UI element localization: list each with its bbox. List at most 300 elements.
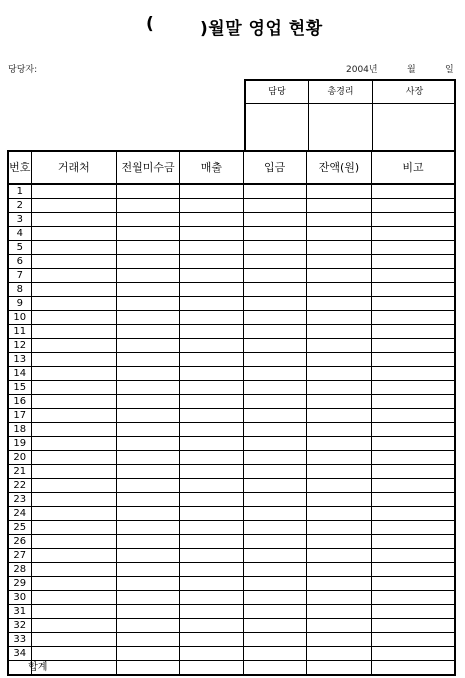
table-row [8, 507, 455, 521]
table-row [8, 591, 455, 605]
table-cell[interactable] [372, 437, 455, 451]
table-cell[interactable] [116, 605, 179, 619]
row-number: 6 [8, 255, 31, 269]
approval-box [244, 79, 456, 151]
document-title [0, 14, 465, 40]
table-row [8, 283, 455, 297]
table-cell[interactable] [306, 241, 371, 255]
table-cell[interactable] [31, 367, 116, 381]
table-cell[interactable] [372, 213, 455, 227]
table-cell[interactable] [31, 577, 116, 591]
table-cell[interactable] [243, 381, 306, 395]
table-cell[interactable] [116, 619, 179, 633]
table-cell[interactable] [116, 339, 179, 353]
table-cell[interactable] [372, 577, 455, 591]
table-cell[interactable] [31, 591, 116, 605]
table-cell[interactable] [180, 409, 243, 423]
table-cell[interactable] [372, 353, 455, 367]
table-cell[interactable] [116, 297, 179, 311]
row-number: 13 [8, 353, 31, 367]
table-cell[interactable] [372, 549, 455, 563]
table-cell[interactable] [116, 465, 179, 479]
table-cell[interactable] [31, 465, 116, 479]
table-cell[interactable] [31, 423, 116, 437]
table-row [8, 297, 455, 311]
table-cell[interactable] [372, 297, 455, 311]
table-cell[interactable] [180, 325, 243, 339]
table-cell[interactable] [31, 647, 116, 661]
table-cell[interactable] [243, 647, 306, 661]
table-row [8, 605, 455, 619]
table-cell[interactable] [180, 367, 243, 381]
table-cell[interactable] [372, 507, 455, 521]
row-number: 20 [8, 451, 31, 465]
table-cell[interactable] [306, 199, 371, 213]
row-number: 9 [8, 297, 31, 311]
table-cell[interactable] [116, 437, 179, 451]
table-row [8, 521, 455, 535]
table-row [8, 563, 455, 577]
row-number: 27 [8, 549, 31, 563]
table-cell[interactable] [372, 465, 455, 479]
table-cell[interactable] [372, 269, 455, 283]
table-cell[interactable] [243, 255, 306, 269]
table-cell[interactable] [243, 605, 306, 619]
table-cell[interactable] [243, 269, 306, 283]
table-cell[interactable] [372, 409, 455, 423]
table-cell[interactable] [180, 199, 243, 213]
table-cell[interactable] [116, 325, 179, 339]
table-cell[interactable] [243, 199, 306, 213]
total-label-cell [8, 661, 48, 676]
table-cell[interactable] [243, 521, 306, 535]
table-cell[interactable] [116, 647, 179, 661]
table-cell[interactable] [116, 227, 179, 241]
table-cell[interactable] [180, 535, 243, 549]
table-cell[interactable] [31, 549, 116, 563]
column-header: 번호 [8, 151, 31, 184]
row-number: 34 [8, 647, 31, 661]
table-cell[interactable] [306, 549, 371, 563]
table-cell[interactable] [116, 563, 179, 577]
table-cell[interactable] [243, 577, 306, 591]
table-cell[interactable] [306, 227, 371, 241]
row-number: 29 [8, 577, 31, 591]
row-number: 32 [8, 619, 31, 633]
table-cell[interactable] [243, 184, 306, 199]
table-cell[interactable] [31, 199, 116, 213]
table-cell[interactable] [180, 227, 243, 241]
table-cell[interactable] [116, 521, 179, 535]
row-number: 18 [8, 423, 31, 437]
table-cell[interactable] [180, 311, 243, 325]
table-row [8, 213, 455, 227]
table-cell[interactable] [180, 591, 243, 605]
table-cell[interactable] [372, 479, 455, 493]
title-open-paren: ( [146, 14, 154, 34]
table-row [8, 549, 455, 563]
column-header: 입금 [243, 151, 306, 184]
table-cell[interactable] [243, 465, 306, 479]
row-number: 1 [8, 184, 31, 199]
table-cell[interactable] [306, 283, 371, 297]
row-number: 33 [8, 633, 31, 647]
table-cell[interactable] [243, 633, 306, 647]
table-cell[interactable] [180, 241, 243, 255]
table-cell[interactable] [306, 633, 371, 647]
table-cell[interactable] [116, 353, 179, 367]
column-header: 매출 [180, 151, 243, 184]
table-cell[interactable] [306, 451, 371, 465]
table-cell[interactable] [31, 633, 116, 647]
table-row [8, 381, 455, 395]
table-cell[interactable] [306, 269, 371, 283]
table-cell[interactable] [31, 311, 116, 325]
sales-ledger-table [7, 150, 456, 676]
table-cell[interactable] [180, 353, 243, 367]
table-cell[interactable] [243, 479, 306, 493]
table-cell[interactable] [243, 241, 306, 255]
table-cell[interactable] [243, 563, 306, 577]
table-cell[interactable] [31, 605, 116, 619]
table-cell[interactable] [31, 563, 116, 577]
table-cell[interactable] [31, 619, 116, 633]
table-cell[interactable] [116, 199, 179, 213]
table-cell[interactable] [180, 465, 243, 479]
row-number: 15 [8, 381, 31, 395]
table-cell[interactable] [31, 381, 116, 395]
table-cell[interactable] [306, 409, 371, 423]
approval-label: 총경리 [309, 81, 372, 104]
table-cell[interactable] [180, 423, 243, 437]
table-cell[interactable] [31, 269, 116, 283]
table-cell[interactable] [372, 493, 455, 507]
table-row [8, 633, 455, 647]
table-cell[interactable] [243, 535, 306, 549]
table-cell[interactable] [31, 213, 116, 227]
table-cell[interactable] [243, 619, 306, 633]
row-number: 31 [8, 605, 31, 619]
table-cell[interactable] [180, 563, 243, 577]
table-cell[interactable] [306, 311, 371, 325]
column-header: 전월미수금 [116, 151, 179, 184]
table-cell[interactable] [306, 563, 371, 577]
row-number: 4 [8, 227, 31, 241]
table-row [8, 325, 455, 339]
table-cell[interactable] [116, 549, 179, 563]
table-cell[interactable] [306, 381, 371, 395]
table-cell[interactable] [372, 184, 455, 199]
table-cell[interactable] [31, 437, 116, 451]
table-cell[interactable] [372, 395, 455, 409]
row-number: 21 [8, 465, 31, 479]
table-cell[interactable] [243, 353, 306, 367]
table-row [8, 437, 455, 451]
table-cell[interactable] [306, 367, 371, 381]
table-row [8, 367, 455, 381]
row-number: 2 [8, 199, 31, 213]
table-cell[interactable] [180, 255, 243, 269]
table-cell[interactable] [306, 577, 371, 591]
approval-label: 사장 [373, 81, 456, 104]
row-number: 22 [8, 479, 31, 493]
table-row [8, 535, 455, 549]
table-cell[interactable] [372, 521, 455, 535]
table-cell[interactable] [31, 241, 116, 255]
table-cell[interactable] [31, 535, 116, 549]
table-cell[interactable] [372, 255, 455, 269]
row-number: 16 [8, 395, 31, 409]
table-cell[interactable] [180, 507, 243, 521]
table-row [8, 395, 455, 409]
table-cell[interactable] [243, 325, 306, 339]
table-cell[interactable] [180, 339, 243, 353]
table-cell[interactable] [372, 227, 455, 241]
table-cell[interactable] [180, 269, 243, 283]
table-cell[interactable] [180, 283, 243, 297]
row-number: 28 [8, 563, 31, 577]
row-number: 12 [8, 339, 31, 353]
table-cell[interactable] [31, 353, 116, 367]
table-cell[interactable] [180, 647, 243, 661]
table-cell[interactable] [31, 227, 116, 241]
table-cell[interactable] [180, 437, 243, 451]
table-cell[interactable] [306, 493, 371, 507]
table-cell[interactable] [243, 451, 306, 465]
table-cell[interactable] [180, 213, 243, 227]
table-row [8, 619, 455, 633]
row-number: 5 [8, 241, 31, 255]
table-cell[interactable] [116, 367, 179, 381]
table-cell[interactable] [31, 521, 116, 535]
table-cell[interactable] [243, 283, 306, 297]
approval-label: 담당 [246, 81, 308, 104]
table-row [8, 647, 455, 661]
table-cell[interactable] [243, 297, 306, 311]
table-cell[interactable] [243, 339, 306, 353]
column-header: 비고 [372, 151, 455, 184]
table-cell[interactable] [116, 255, 179, 269]
table-cell[interactable] [180, 493, 243, 507]
approval-cell-general-manager[interactable] [308, 81, 372, 151]
table-cell[interactable] [306, 297, 371, 311]
row-number: 17 [8, 409, 31, 423]
row-number: 26 [8, 535, 31, 549]
table-cell[interactable] [372, 423, 455, 437]
table-cell[interactable] [31, 507, 116, 521]
row-number: 30 [8, 591, 31, 605]
table-cell[interactable] [243, 549, 306, 563]
table-cell[interactable] [116, 507, 179, 521]
table-cell[interactable] [116, 633, 179, 647]
table-cell[interactable] [243, 409, 306, 423]
table-cell[interactable] [372, 591, 455, 605]
table-cell[interactable] [180, 577, 243, 591]
table-cell[interactable] [306, 507, 371, 521]
table-cell[interactable] [306, 184, 371, 199]
row-number: 24 [8, 507, 31, 521]
table-cell[interactable] [116, 577, 179, 591]
table-cell[interactable] [372, 283, 455, 297]
table-cell[interactable] [306, 605, 371, 619]
table-row [8, 577, 455, 591]
month-label: 월 [407, 65, 416, 75]
table-cell[interactable] [116, 381, 179, 395]
table-cell[interactable] [243, 213, 306, 227]
table-cell[interactable] [243, 507, 306, 521]
row-number: 23 [8, 493, 31, 507]
table-cell[interactable] [116, 451, 179, 465]
row-number: 7 [8, 269, 31, 283]
table-cell[interactable] [372, 619, 455, 633]
table-cell[interactable] [180, 184, 243, 199]
row-number: 8 [8, 283, 31, 297]
table-cell[interactable] [306, 647, 371, 661]
row-number: 10 [8, 311, 31, 325]
table-cell[interactable] [372, 325, 455, 339]
table-cell[interactable] [306, 353, 371, 367]
table-cell[interactable] [180, 451, 243, 465]
table-cell[interactable] [372, 199, 455, 213]
table-cell[interactable] [116, 493, 179, 507]
total-cell[interactable] [372, 661, 455, 676]
table-cell[interactable] [243, 591, 306, 605]
column-header: 잔액(원) [306, 151, 371, 184]
table-row [8, 409, 455, 423]
table-cell[interactable] [243, 437, 306, 451]
table-cell[interactable] [372, 633, 455, 647]
table-cell[interactable] [31, 184, 116, 199]
table-cell[interactable] [116, 184, 179, 199]
table-row [8, 353, 455, 367]
table-row [8, 493, 455, 507]
table-cell[interactable] [31, 255, 116, 269]
table-cell[interactable] [372, 535, 455, 549]
table-cell[interactable] [243, 367, 306, 381]
table-cell[interactable] [116, 409, 179, 423]
table-cell[interactable] [31, 283, 116, 297]
table-cell[interactable] [306, 591, 371, 605]
total-cell[interactable] [180, 661, 243, 676]
row-number: 3 [8, 213, 31, 227]
table-cell[interactable] [116, 395, 179, 409]
table-cell[interactable] [372, 563, 455, 577]
table-cell[interactable] [180, 549, 243, 563]
table-cell[interactable] [306, 479, 371, 493]
table-row [8, 465, 455, 479]
year-label: 2004년 [346, 65, 378, 75]
table-cell[interactable] [116, 535, 179, 549]
table-cell[interactable] [306, 255, 371, 269]
table-row [8, 311, 455, 325]
table-cell[interactable] [180, 619, 243, 633]
table-cell[interactable] [31, 339, 116, 353]
manager-label: 당당자: [8, 65, 38, 75]
table-cell[interactable] [180, 297, 243, 311]
table-cell[interactable] [116, 269, 179, 283]
table-cell[interactable] [372, 605, 455, 619]
table-cell[interactable] [306, 213, 371, 227]
table-cell[interactable] [116, 241, 179, 255]
table-cell[interactable] [116, 423, 179, 437]
table-row [8, 199, 455, 213]
table-cell[interactable] [243, 227, 306, 241]
table-cell[interactable] [180, 479, 243, 493]
table-cell[interactable] [372, 381, 455, 395]
total-row [8, 661, 455, 676]
table-cell[interactable] [306, 395, 371, 409]
row-number: 11 [8, 325, 31, 339]
approval-cell-president[interactable] [372, 81, 456, 151]
table-row [8, 255, 455, 269]
table-cell[interactable] [306, 437, 371, 451]
table-cell[interactable] [243, 395, 306, 409]
table-cell[interactable] [372, 451, 455, 465]
total-cell[interactable] [116, 661, 179, 676]
table-cell[interactable] [31, 325, 116, 339]
table-cell[interactable] [31, 395, 116, 409]
header-row [8, 151, 455, 184]
table-cell[interactable] [372, 241, 455, 255]
table-row [8, 227, 455, 241]
total-cell[interactable] [243, 661, 306, 676]
approval-cell-staff[interactable] [246, 81, 308, 151]
table-cell[interactable] [116, 283, 179, 297]
table-cell[interactable] [31, 297, 116, 311]
table-cell[interactable] [306, 325, 371, 339]
table-cell[interactable] [306, 619, 371, 633]
table-row [8, 423, 455, 437]
table-cell[interactable] [372, 367, 455, 381]
table-cell[interactable] [116, 591, 179, 605]
table-cell[interactable] [31, 451, 116, 465]
table-cell[interactable] [243, 423, 306, 437]
table-cell[interactable] [372, 311, 455, 325]
table-cell[interactable] [243, 311, 306, 325]
table-cell[interactable] [180, 395, 243, 409]
table-row [8, 339, 455, 353]
table-cell[interactable] [306, 465, 371, 479]
table-cell[interactable] [306, 535, 371, 549]
table-cell[interactable] [180, 605, 243, 619]
table-cell[interactable] [180, 521, 243, 535]
table-cell[interactable] [306, 521, 371, 535]
row-number: 25 [8, 521, 31, 535]
table-cell[interactable] [31, 479, 116, 493]
table-cell[interactable] [116, 479, 179, 493]
table-cell[interactable] [243, 493, 306, 507]
day-label: 일 [445, 65, 454, 75]
table-cell[interactable] [31, 493, 116, 507]
title-text: )월말 영업 현황 [200, 19, 323, 39]
table-row [8, 451, 455, 465]
table-row [8, 269, 455, 283]
table-cell[interactable] [180, 633, 243, 647]
table-cell[interactable] [306, 423, 371, 437]
table-cell[interactable] [180, 381, 243, 395]
table-cell[interactable] [116, 213, 179, 227]
total-label: 합계 [28, 662, 48, 673]
total-cell[interactable] [306, 661, 371, 676]
table-cell[interactable] [306, 339, 371, 353]
table-cell[interactable] [116, 311, 179, 325]
table-cell[interactable] [372, 339, 455, 353]
table-cell[interactable] [372, 647, 455, 661]
table-cell[interactable] [31, 409, 116, 423]
table-row [8, 479, 455, 493]
row-number: 14 [8, 367, 31, 381]
table-row [8, 241, 455, 255]
